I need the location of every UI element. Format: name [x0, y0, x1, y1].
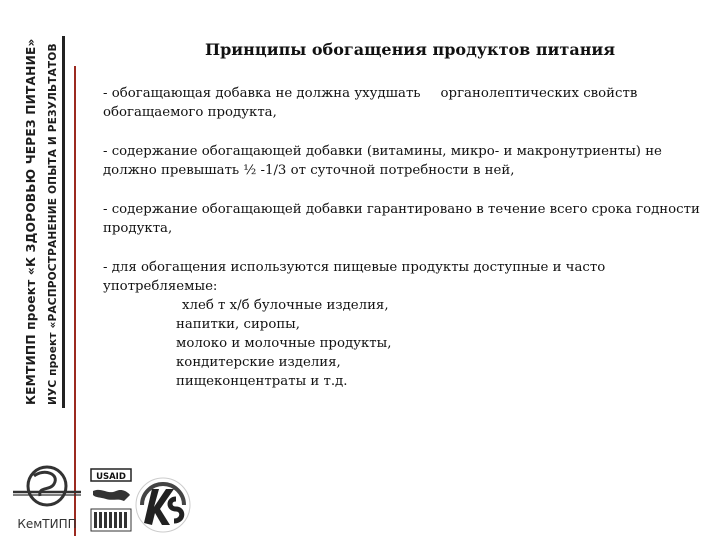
principle-item-2: - содержание обогащающей добавки (витамины, микро- и макронутриенты) не должно превышать ½ -1/3 от суточной потребности в ней,: [103, 144, 662, 178]
principle-item-1-text-b: органолептических свойств обогащаемого продукта,: [103, 86, 638, 120]
usaid-logo: [88, 465, 134, 535]
slide-title: Принципы обогащения продуктов питания: [205, 40, 616, 59]
product-list-item: кондитерские изделия,: [176, 355, 341, 370]
product-list-item: молоко и молочные продукты,: [176, 336, 392, 351]
project-title-vertical: КЕМТИПП проект «К ЗДОРОВЬЮ ЧЕРЕЗ ПИТАНИЕ»: [24, 38, 38, 405]
kemtipp-logo-label: КемТИПП: [17, 517, 77, 531]
project-subtitle-vertical: ИУС проект «РАСПРОСТРАНЕНИЕ ОПЫТА И РЕЗУЛЬТАТОВ: [47, 43, 59, 405]
sidebar-divider-dark: [62, 36, 65, 408]
principle-item-4-text: - для обогащения используются пищевые продукты доступные и часто употребляемые:: [103, 260, 606, 294]
product-list-item: пищеконцентраты и т.д.: [176, 374, 348, 389]
ksc-logo: [132, 465, 194, 535]
usaid-logo-label: USAID: [96, 472, 126, 482]
principle-item-3: - содержание обогащающей добавки гарантировано в течение всего срока годности продукта,: [103, 202, 700, 236]
principle-item-1-text-a: - обогащающая добавка не должна ухудшать: [103, 86, 421, 101]
principle-item-4: [103, 258, 703, 391]
kemtipp-logo: [10, 462, 84, 534]
ksc-logo-label: KSC: [162, 477, 164, 478]
product-list-item: хлеб т х/б булочные изделия,: [182, 298, 389, 313]
product-list-item: напитки, сиропы,: [176, 317, 300, 332]
principle-item-1: [103, 84, 703, 122]
